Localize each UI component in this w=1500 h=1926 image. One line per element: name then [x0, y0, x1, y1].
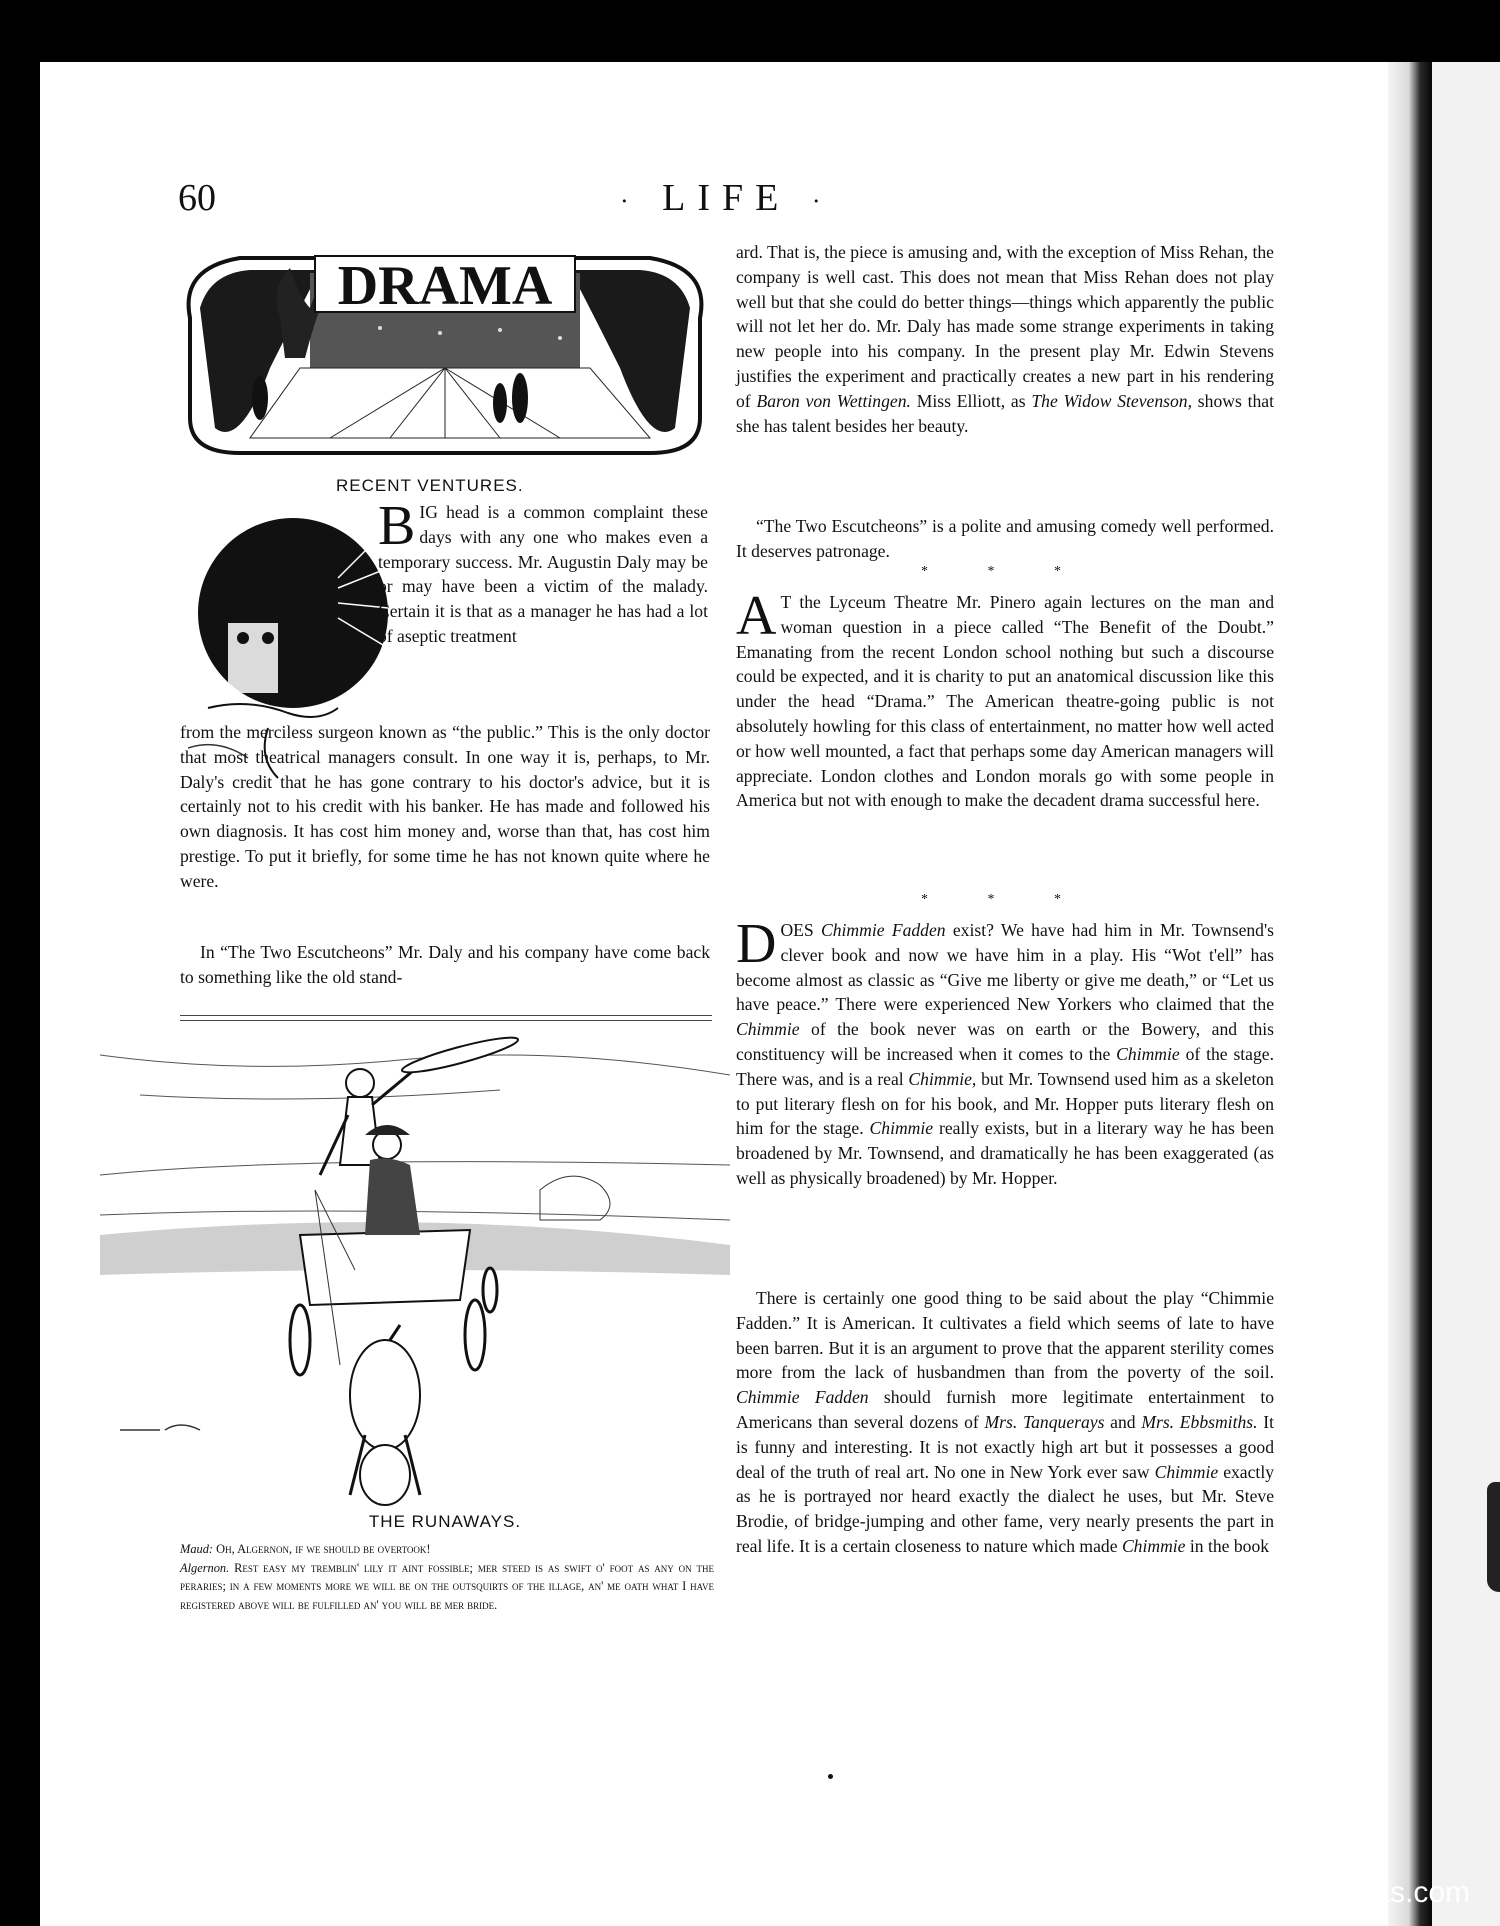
italic-title: Chimmie: [1154, 1461, 1219, 1482]
section-break-stars: * * *: [921, 564, 1089, 579]
paragraph-text: and: [1110, 1411, 1136, 1432]
paragraph-text: in the book: [1189, 1535, 1270, 1556]
speaker-maud: Maud:: [180, 1542, 214, 1556]
dialogue-line-maud: [180, 1540, 714, 1559]
italic-title: Chimmie,: [908, 1068, 977, 1089]
right-column-paragraph-4: [736, 913, 1274, 1191]
masthead: [620, 176, 833, 220]
italic-title: Mrs. Tanquerays: [984, 1411, 1105, 1432]
article-paragraph-2: In “The Two Escutcheons” Mr. Daly and his company have come back to something like the old stand-: [180, 942, 710, 987]
section-divider-rule: [180, 1015, 712, 1021]
drop-cap-b: B: [378, 495, 416, 557]
masthead-dot: ·: [811, 186, 833, 216]
right-column-paragraph-5: [736, 1286, 1274, 1559]
paragraph-text: exist? We have had him in Mr. Townsend's clever book and now we have him in a play. His “Wot t'ell” has become almost as classic as “Give me liberty or give me death,” or “Let us have peace.” There were experienced New Yorkers who claimed that the: [736, 920, 1274, 1015]
masthead-title: LIFE: [662, 177, 791, 219]
paragraph-text: really exists, but in a literary way he has been broadened by Mr. Townsend, and dramatically he has been exaggerated (as well as physically broadened) by Mr. Hopper.: [736, 1118, 1274, 1188]
paragraph-text: Miss Elliott, as: [916, 390, 1026, 411]
speaker-algernon: Algernon.: [180, 1560, 230, 1575]
site-watermark: comicbooks.com: [1246, 1876, 1470, 1909]
italic-title: Baron von Wettingen.: [756, 390, 911, 411]
italic-title: The Widow Stevenson,: [1031, 390, 1192, 411]
paragraph-text: T the Lyceum Theatre Mr. Pinero again lectures on the man and woman question in a piece called “The Benefit of the Doubt.” Emanating from the recent London school nothing but such a discourse could be expected, and it is charity to put an anatomical discussion like this under the head “Drama.” The American theatre-going public is not absolutely howling for this class of entertainment, no matter how well acted or how well mounted, a fact that perhaps some day American managers will appreciate. London clothes and London morals go with some people in America but not with enough to make the decadent drama successful here.: [736, 592, 1274, 811]
page-number: 60: [178, 177, 216, 219]
right-column-paragraph-1: [736, 240, 1274, 438]
italic-title: Chimmie: [736, 1019, 800, 1040]
italic-title: Chimmie: [1116, 1043, 1180, 1064]
cartoon-caption: THE RUNAWAYS.: [368, 1512, 522, 1531]
italic-title: Mrs. Ebbsmiths.: [1141, 1411, 1258, 1432]
paragraph-text: ard. That is, the piece is amusing and, with the exception of Miss Rehan, the company is well cast. This does not mean that Miss Rehan does not play well but that she could do better things—things which apparently the public will not let her do. Mr. Daly has made some strange experiments in taking new people into his company. In the present play Mr. Edwin Stevens justifies the experiment and practically creates a new part in his rendering of: [736, 242, 1274, 411]
facing-page-ink: [1487, 1482, 1500, 1592]
article-paragraph-1-top: [378, 495, 708, 649]
runaways-cartoon-illustration: [100, 1035, 730, 1525]
paragraph-text: should furnish more legitimate entertainment to Americans than several dozens of: [736, 1387, 1275, 1432]
dialogue-text: Oh, Algernon, if we should be overtook!: [216, 1542, 431, 1556]
italic-title: Chimmie Fadden: [821, 920, 946, 940]
drop-cap-d: D: [736, 913, 777, 975]
paragraph-text: It is funny and interesting. It is not exactly high art but it possesses a good deal of the truth of real art. No one in New York ever saw: [736, 1411, 1274, 1482]
italic-title: Chimmie: [869, 1118, 934, 1139]
article-paragraph-1-bottom: from the merciless surgeon known as “the public.” This is the only doctor that most theatrical managers consult. In one way it is, perhaps, to Mr. Daly's credit that he has gone contrary to his doctor's advice, but it is certainly not to his credit with his banker. He has made and followed his own diagnosis. It has cost him money and, worse than that, has cost him prestige. To put it briefly, for some time he has not known quite where he were.: [180, 722, 710, 891]
section-break-stars: * * *: [921, 892, 1089, 907]
drama-banner-illustration: [180, 248, 710, 463]
paragraph-text: There is certainly one good thing to be said about the play “Chimmie Fadden.” It is American. It cultivates a field which seems of late to have been barren. But it is an argument to prove that the apparent sterility comes more from the lack of husbandmen than from the poverty of the soil.: [736, 1288, 1274, 1383]
article-subhead: RECENT VENTURES.: [336, 476, 524, 495]
italic-title: Chimmie Fadden: [736, 1387, 869, 1408]
masthead-dot: ·: [620, 186, 641, 216]
paragraph-text: of the stage. There was, and is a real: [736, 1043, 1274, 1089]
facing-page-edge: [1432, 62, 1500, 1926]
page-gutter: [1388, 62, 1434, 1926]
paragraph-text: but Mr. Townsend used him as a skeleton to put literary flesh on for his book, and Mr. Hopper puts literary flesh on him for the stage.: [736, 1068, 1274, 1139]
drop-cap-a: A: [736, 585, 777, 647]
right-column-paragraph-2: “The Two Escutcheons” is a polite and amusing comedy well performed. It deserves patronage.: [736, 516, 1274, 561]
drama-banner-title: DRAMA: [337, 255, 553, 317]
ink-speck: [828, 1774, 833, 1779]
dialogue-line-algernon: [180, 1559, 714, 1615]
dialogue-text: Rest easy my tremblin' lily it aint fossible; mer steed is as swift o' foot as any on the peraries; in a few moments more we will be on the outsquirts of the illage, an' me oath what I have registered above will be fulfilled an' you will be mer bride.: [180, 1560, 714, 1612]
italic-title: Chimmie: [1121, 1535, 1186, 1556]
paragraph-text: IG head is a common complaint these days with any one who makes even a temporary success. Mr. Augustin Daly may be or may have been a victim of the malady. Certain it is that as a manager he has had a lot of aseptic treatment: [378, 502, 708, 646]
paragraph-text: exactly as he is portrayed nor heard exactly the dialect he uses, but Mr. Steve Brodie, of bridge-jumping and other fame, very nearly presents the part in real life. It is a certain closeness to nature which made: [736, 1461, 1274, 1556]
paragraph-text: OES: [780, 920, 814, 940]
right-column-paragraph-3: [736, 585, 1274, 813]
paragraph-text: shows that she has talent besides her beauty.: [736, 390, 1274, 436]
cartoon-dialogue: [180, 1540, 714, 1614]
paragraph-text: of the book never was on earth or the Bowery, and this constituency will be increased when it comes to the: [736, 1019, 1274, 1064]
